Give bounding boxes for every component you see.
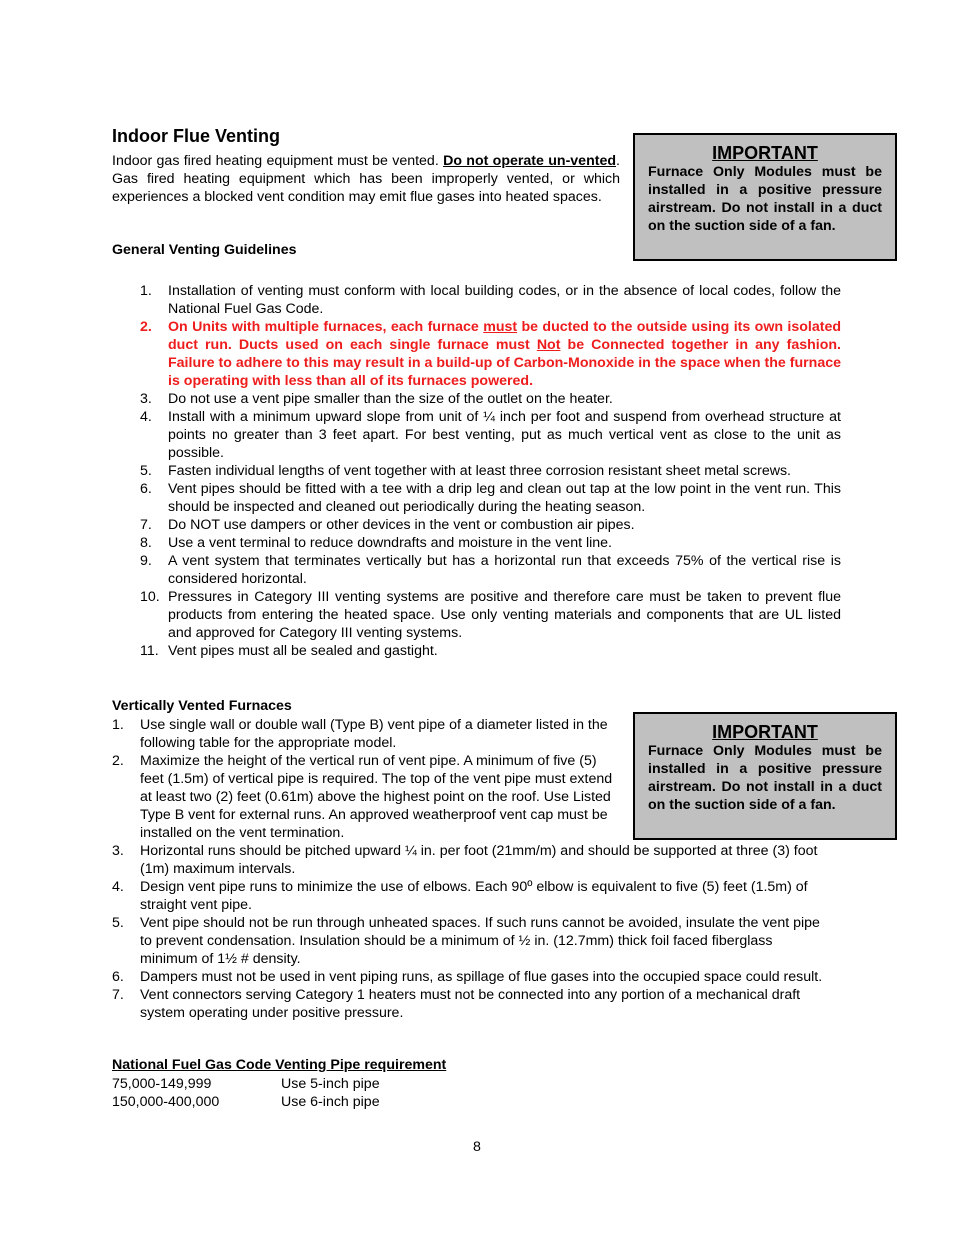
list-item [112, 878, 831, 914]
important-title: IMPORTANT [712, 143, 818, 163]
list-item-number: 11. [140, 643, 159, 659]
list-item-number: 6. [112, 969, 124, 985]
list-item [140, 516, 841, 534]
list-item [112, 842, 831, 878]
list-item [140, 408, 841, 462]
important-box-2 [633, 712, 897, 840]
list-item-number: 10. [140, 589, 160, 605]
list-item-text: Design vent pipe runs to minimize the use of elbows. Each 90º elbow is equivalent to five (5) feet (1.5m) of straight vent pipe. [140, 879, 808, 913]
list-item [140, 642, 841, 660]
list-item-number: 9. [140, 553, 152, 569]
list-item-number: 4. [112, 879, 124, 895]
list-item-text: Horizontal runs should be pitched upward ¼ in. per foot (21mm/m) and should be supported at three (3) foot (1m) maximum intervals. [140, 843, 818, 877]
table-row [112, 1075, 512, 1093]
list-item-text: be ducted to the outside using its own isolated duct run. Ducts used on each single furnace must [168, 319, 841, 353]
list-item [140, 282, 841, 318]
list-item-text: Pressures in Category III venting systems are positive and therefore care must be taken to prevent flue products from entering the heated space. Use only venting materials and components that are UL listed and approved for Category III venting systems. [168, 589, 841, 641]
list-item-text: Vent pipes should be fitted with a tee with a drip leg and clean out tap at the low point in the vent run. This should be inspected and cleaned out periodically during the heating season. [168, 481, 841, 515]
list-item-text: Vent pipe should not be run through unheated spaces. If such runs cannot be avoided, insulate the vent pipe to prevent condensation. Insulation should be a minimum of ½ in. (12.7mm) thick foil faced fiberglass minimum of 1½ # density. [140, 915, 820, 967]
list-item [140, 588, 841, 642]
important-text: Furnace Only Modules must be installed in a positive pressure airstream. Do not install in a duct on the suction side of a fan. [648, 164, 882, 234]
pipe-size-cell: Use 6-inch pipe [281, 1094, 380, 1110]
list-item-number: 3. [140, 391, 152, 407]
list-item [140, 462, 841, 480]
list-item-number: 2. [112, 753, 124, 769]
important-box [633, 133, 897, 261]
btu-range-cell: 150,000-400,000 [112, 1094, 220, 1110]
list-item-number: 5. [112, 915, 124, 931]
list-item-text: Not [536, 337, 561, 353]
list-item-text: Use single wall or double wall (Type B) vent pipe of a diameter listed in the following table for the appropriate model. [140, 717, 608, 751]
pipe-size-cell: Use 5-inch pipe [281, 1076, 380, 1092]
nfgc-heading: National Fuel Gas Code Venting Pipe requirement [112, 1057, 447, 1073]
intro-text-1: Indoor gas fired heating equipment must be vented. [112, 153, 444, 169]
list-item-text: On Units with multiple furnaces, each furnace [168, 319, 484, 335]
list-item-text: Use a vent terminal to reduce downdrafts and moisture in the vent line. [168, 535, 612, 551]
list-item-number: 1. [112, 717, 124, 733]
list-item-number: 6. [140, 481, 152, 497]
list-item-text: Maximize the height of the vertical run of vent pipe. A minimum of five (5) feet (1.5m) of vertical pipe is required. The top of the vent pipe must extend at least two (2) feet (0.61m) above the highest point on the roof. Use Listed Type B vent for external runs. An approved weatherproof vent cap must be installed on the vent termination. [140, 753, 613, 841]
list-item [112, 914, 831, 968]
vertical-venting-heading: Vertically Vented Furnaces [112, 698, 292, 714]
list-item [112, 968, 831, 986]
general-venting-list [140, 282, 841, 660]
list-item-number: 7. [112, 987, 124, 1003]
important-title-2: IMPORTANT [712, 722, 818, 742]
list-item-text: Do NOT use dampers or other devices in the vent or combustion air pipes. [168, 517, 635, 533]
list-item-number: 7. [140, 517, 152, 533]
list-item-text: Do not use a vent pipe smaller than the size of the outlet on the heater. [168, 391, 613, 407]
nfgc-table [112, 1075, 512, 1111]
list-item-number: 8. [140, 535, 152, 551]
important-text-2: Furnace Only Modules must be installed in a positive pressure airstream. Do not install in a duct on the suction side of a fan. [648, 743, 882, 813]
list-item [140, 552, 841, 588]
section-title: Indoor Flue Venting [112, 126, 280, 146]
list-item [140, 318, 841, 390]
list-item-text: Dampers must not be used in vent piping runs, as spillage of flue gases into the occupied space could result. [140, 969, 823, 985]
list-item-text: Installation of venting must conform with local building codes, or in the absence of local codes, follow the National Fuel Gas Code. [168, 283, 841, 317]
list-item-text: Install with a minimum upward slope from unit of ¼ inch per foot and suspend from overhead structure at points no greater than 3 feet apart. For best venting, put as much vertical vent as close to the unit as possible. [168, 409, 841, 461]
list-item-number: 2. [140, 319, 152, 335]
list-item [112, 716, 620, 752]
list-item-number: 1. [140, 283, 152, 299]
list-item-number: 5. [140, 463, 152, 479]
list-item-text: A vent system that terminates vertically but has a horizontal run that exceeds 75% of the vertical rise is considered horizontal. [168, 553, 841, 587]
list-item-text: must [483, 319, 518, 335]
table-row [112, 1093, 512, 1111]
list-item [140, 480, 841, 516]
list-item [112, 986, 831, 1022]
list-item-text: be Connected together in any fashion. Failure to adhere to this may result in a build-up of Carbon-Monoxide in the space when the furnace is operating with less than all of its furnaces powered. [168, 337, 841, 389]
btu-range-cell: 75,000-149,999 [112, 1076, 212, 1092]
list-item-number: 3. [112, 843, 124, 859]
list-item [112, 752, 620, 842]
page-number: 8 [473, 1139, 481, 1155]
list-item-text: Vent connectors serving Category 1 heaters must not be connected into any portion of a mechanical draft system operating under positive pressure. [140, 987, 801, 1021]
intro-warning: Do not operate un-vented [443, 153, 617, 169]
list-item-text: Vent pipes must all be sealed and gastight. [168, 643, 438, 659]
general-venting-heading: General Venting Guidelines [112, 242, 297, 258]
list-item-text: Fasten individual lengths of vent together with at least three corrosion resistant sheet metal screws. [168, 463, 791, 479]
list-item-number: 4. [140, 409, 152, 425]
list-item [140, 390, 841, 408]
intro-paragraph [112, 152, 620, 206]
intro-text-2: . Gas fired heating equipment which has been improperly vented, or which experiences a blocked vent condition may emit flue gases into heated spaces. [112, 153, 620, 205]
list-item [140, 534, 841, 552]
